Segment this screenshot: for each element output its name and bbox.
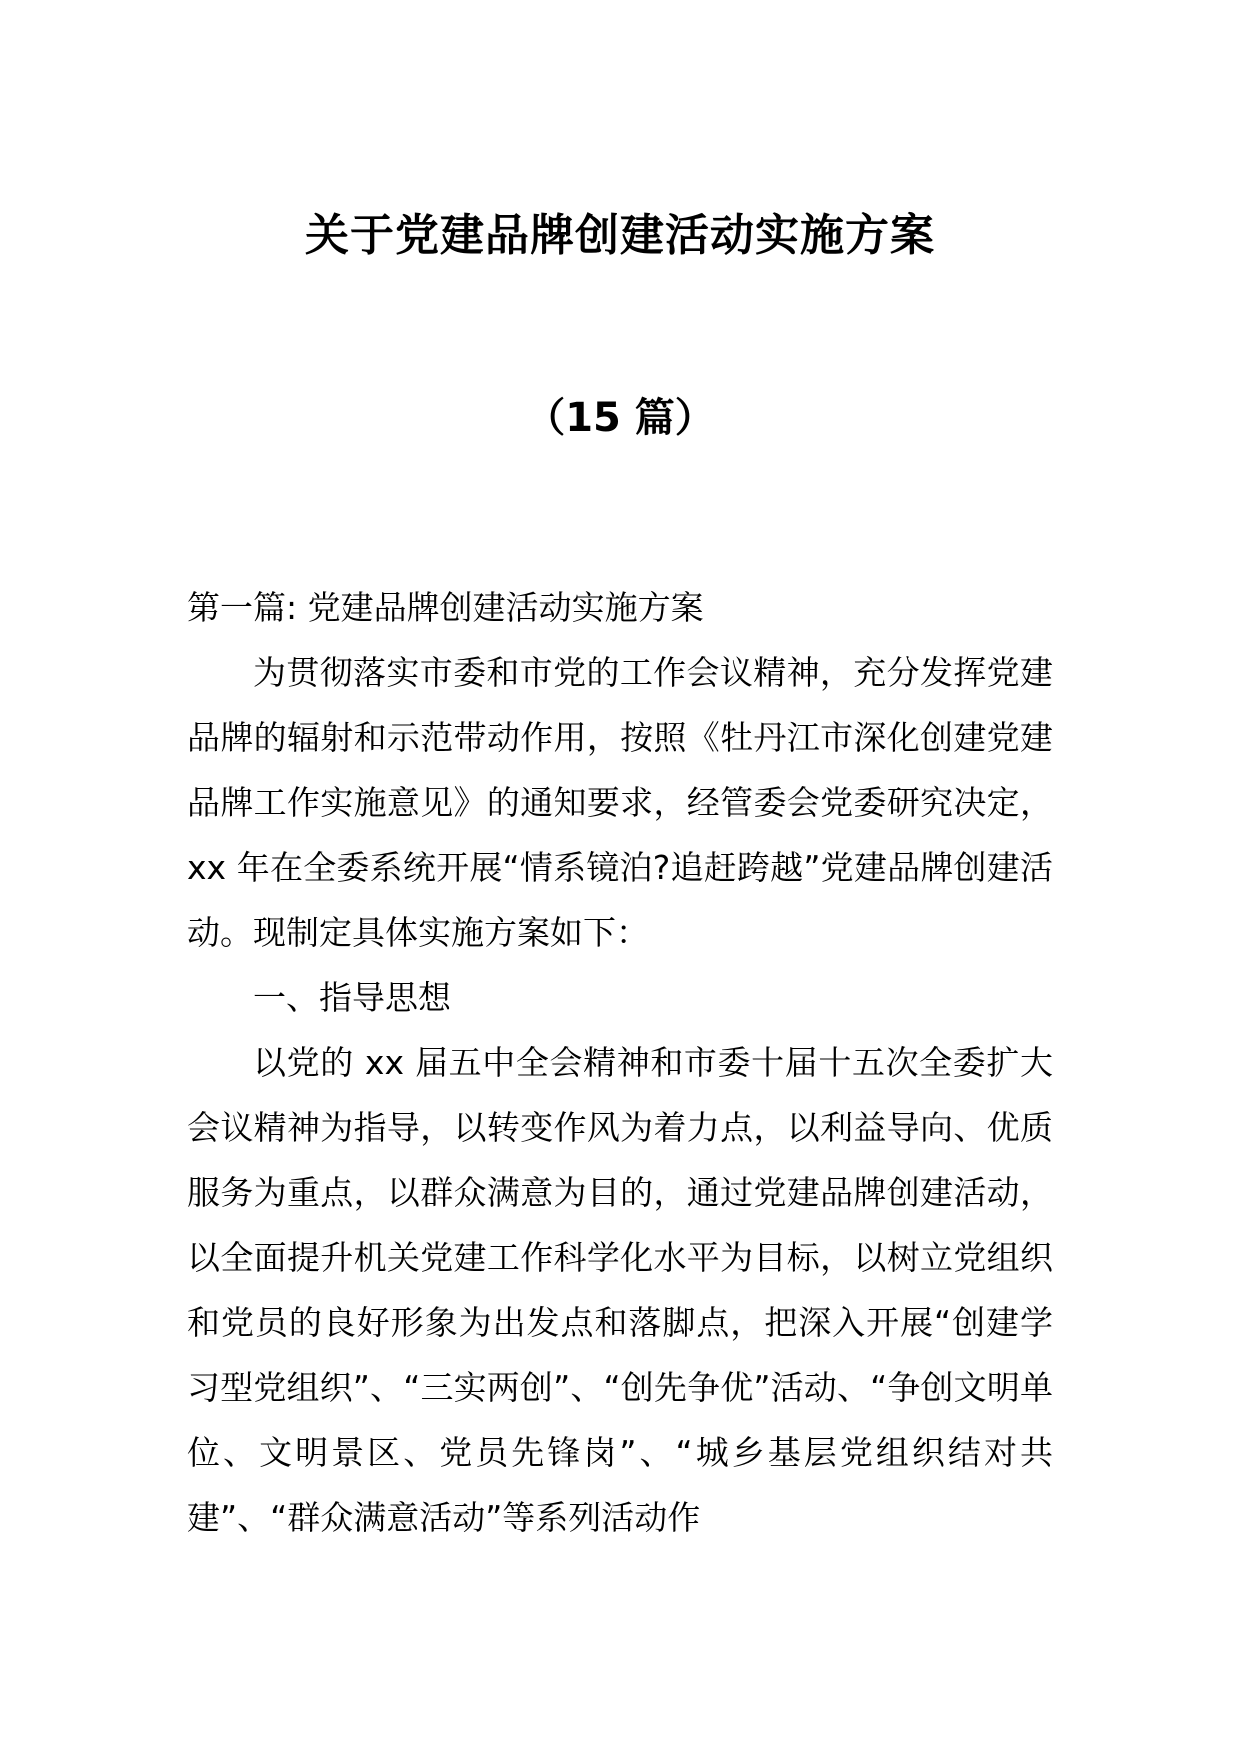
document-subtitle: （15 篇） xyxy=(525,395,715,441)
document-body xyxy=(187,575,1053,1550)
document-title: 关于党建品牌创建活动实施方案 xyxy=(305,210,935,261)
section-heading: 一、指导思想 xyxy=(253,978,451,1017)
section-heading: 第一篇: 党建品牌创建活动实施方案 xyxy=(187,588,704,627)
body-paragraph: 以党的 xx 届五中全会精神和市委十届十五次全委扩大会议精神为指导，以转变作风为着力点，以利益导向、优质服务为重点，以群众满意为目的，通过党建品牌创建活动，以全面提升机关党建工作科学化水平为目标，以树立党组织和党员的良好形象为出发点和落脚点，把深入开展“创建学习型党组织”、“三实两创”、“创先争优”活动、“争创文明单位、文明景区、党员先锋岗”、“城乡基层党组织结对共建”、“群众满意活动”等系列活动作 xyxy=(187,1043,1053,1537)
body-paragraph: 为贯彻落实市委和市党的工作会议精神，充分发挥党建品牌的辐射和示范带动作用，按照《牡丹江市深化创建党建品牌工作实施意见》的通知要求，经管委会党委研究决定，xx 年在全委系统开展“情系镜泊?追赶跨越”党建品牌创建活动。现制定具体实施方案如下： xyxy=(187,653,1053,952)
